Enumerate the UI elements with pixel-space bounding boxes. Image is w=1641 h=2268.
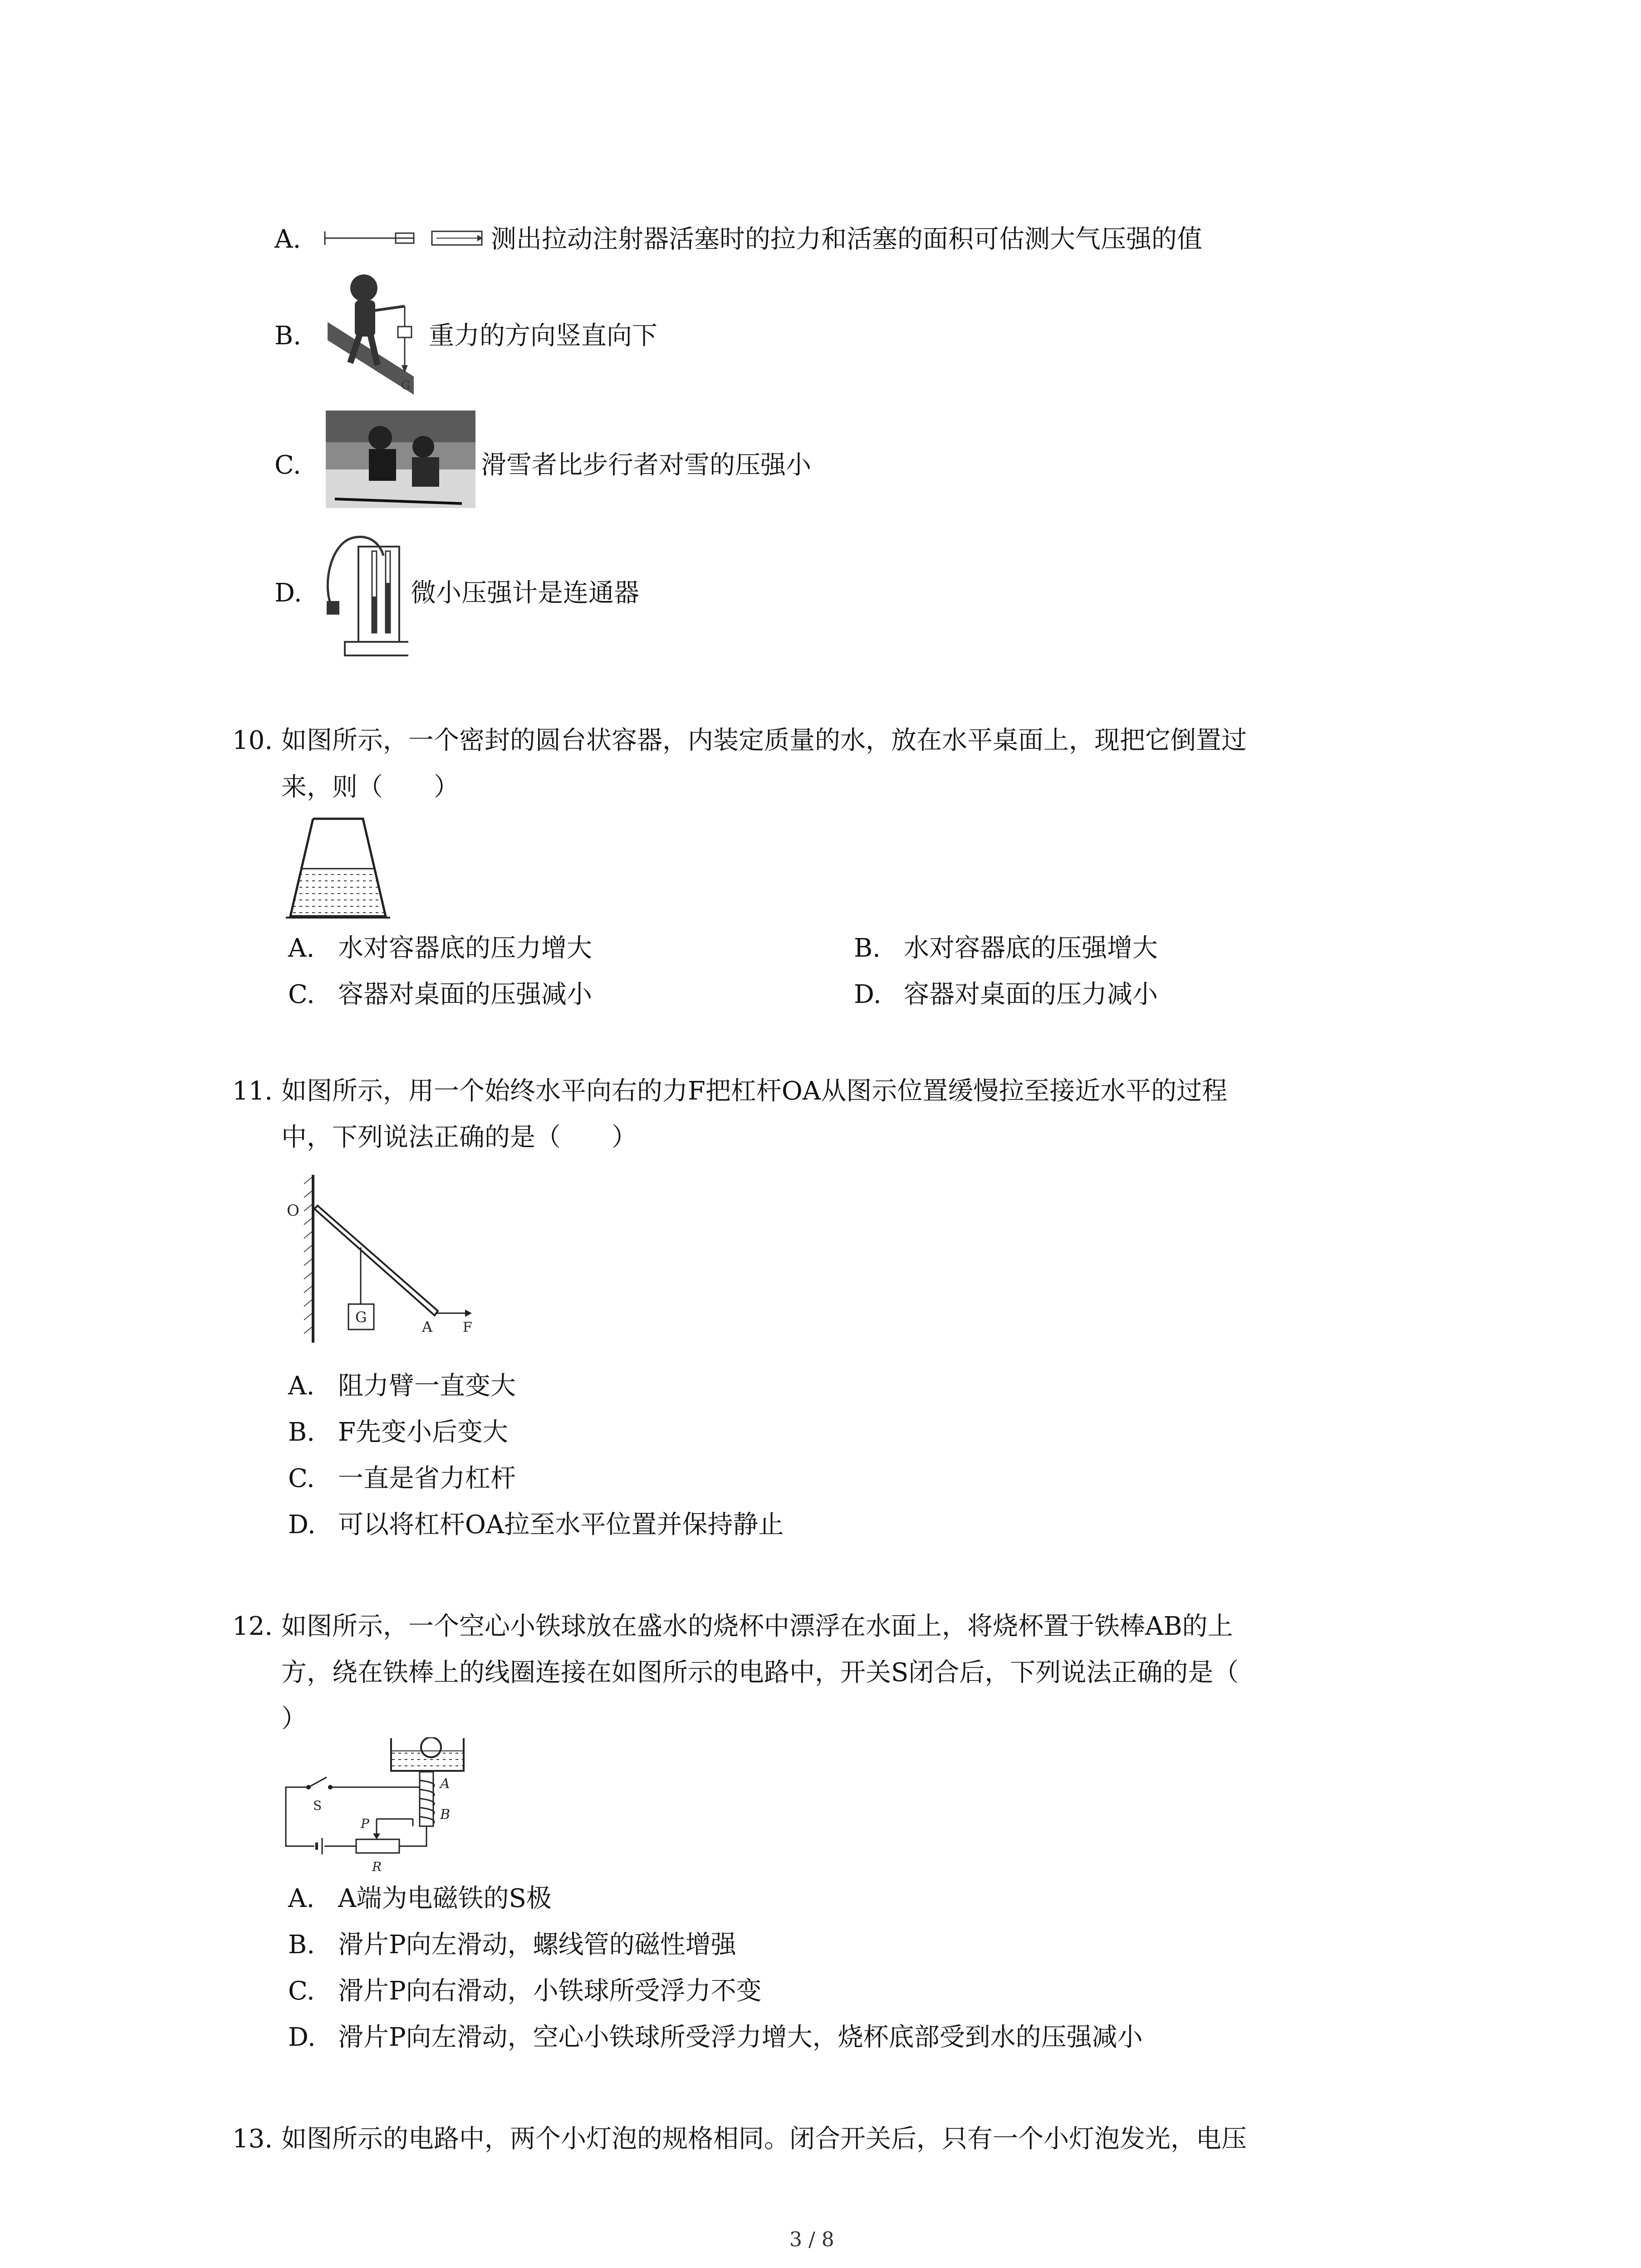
option-letter: A. [288, 1371, 315, 1401]
option-letter: A. [274, 225, 301, 254]
option-text: 微小压强计是连通器 [411, 578, 639, 608]
option-text: 滑片P向左滑动，螺线管的磁性增强 [338, 1930, 736, 1960]
pivot-label: O [287, 1202, 299, 1220]
question-line: 如图所示，用一个始终水平向右的力F把杠杆OA从图示位置缓慢拉至接近水平的过程 [281, 1076, 1228, 1106]
weight-label: G [355, 1309, 367, 1326]
question-number: 13. [232, 2124, 273, 2154]
option-letter: A. [288, 934, 315, 963]
skier-walker-photo [326, 411, 475, 508]
rheostat-label: R [372, 1859, 382, 1873]
skier-gravity-figure [323, 272, 432, 395]
frustum-container-figure [286, 814, 390, 921]
page-number: 3 / 8 [789, 2228, 834, 2251]
slider-label: P [361, 1816, 369, 1831]
question-number: 12. [232, 1612, 273, 1641]
question-number: 10. [232, 726, 273, 755]
option-letter: A. [288, 1884, 315, 1913]
end-a-label: A [440, 1776, 450, 1792]
force-label: F [463, 1320, 472, 1335]
option-text: 水对容器底的压力增大 [338, 934, 592, 963]
end-b-label: B [440, 1807, 451, 1823]
option-text: 重力的方向竖直向下 [429, 321, 657, 351]
option-letter: C. [274, 450, 301, 480]
question-line: 中，下列说法正确的是（ ） [281, 1123, 637, 1152]
question-line: 如图所示的电路中，两个小灯泡的规格相同。闭合开关后，只有一个小灯泡发光，电压 [281, 2124, 1247, 2154]
switch-label: S [313, 1798, 322, 1813]
option-letter: D. [854, 980, 882, 1009]
question-line: 如图所示，一个空心小铁球放在盛水的烧杯中漂浮在水面上，将烧杯置于铁棒AB的上 [281, 1612, 1233, 1641]
option-letter: B. [288, 1418, 315, 1447]
option-text: 滑片P向右滑动，小铁球所受浮力不变 [338, 1976, 762, 2006]
lever-figure [281, 1175, 490, 1347]
electromagnet-circuit-figure [277, 1737, 513, 1873]
option-letter: C. [288, 1976, 315, 2006]
option-text: 水对容器底的压强增大 [904, 934, 1158, 963]
option-letter: D. [274, 578, 302, 608]
option-letter: D. [288, 1510, 316, 1540]
question-line: 来，则（ ） [281, 772, 459, 802]
option-letter: B. [274, 321, 301, 351]
question-line: 方，绕在铁棒上的线圈连接在如图所示的电路中，开关S闭合后，下列说法正确的是（ [281, 1658, 1239, 1687]
option-letter: C. [288, 980, 315, 1009]
syringe-figure [323, 222, 486, 254]
option-text: 容器对桌面的压强减小 [338, 980, 592, 1009]
option-text: 滑雪者比步行者对雪的压强小 [481, 450, 811, 480]
option-text: 容器对桌面的压力减小 [904, 980, 1158, 1009]
option-letter: C. [288, 1464, 315, 1493]
option-text: 滑片P向左滑动，空心小铁球所受浮力增大，烧杯底部受到水的压强减小 [338, 2023, 1143, 2052]
question-line: 如图所示，一个密封的圆台状容器，内装定质量的水，放在水平桌面上，现把它倒置过 [281, 726, 1247, 755]
option-letter: B. [288, 1930, 315, 1960]
question-line: ） [281, 1704, 307, 1734]
question-number: 11. [232, 1076, 273, 1106]
option-text: F先变小后变大 [338, 1418, 508, 1447]
pressure-gauge-figure [318, 528, 408, 660]
end-a-label: A [422, 1318, 433, 1335]
option-letter: D. [288, 2023, 316, 2052]
option-text: 可以将杠杆OA拉至水平位置并保持静止 [338, 1510, 784, 1540]
option-text: 阻力臂一直变大 [338, 1371, 516, 1401]
gravity-label: G [401, 379, 411, 392]
option-text: 一直是省力杠杆 [338, 1464, 516, 1493]
option-letter: B. [854, 934, 881, 963]
option-text: A端为电磁铁的S极 [338, 1884, 552, 1913]
option-text: 测出拉动注射器活塞时的拉力和活塞的面积可估测大气压强的值 [491, 225, 1202, 254]
